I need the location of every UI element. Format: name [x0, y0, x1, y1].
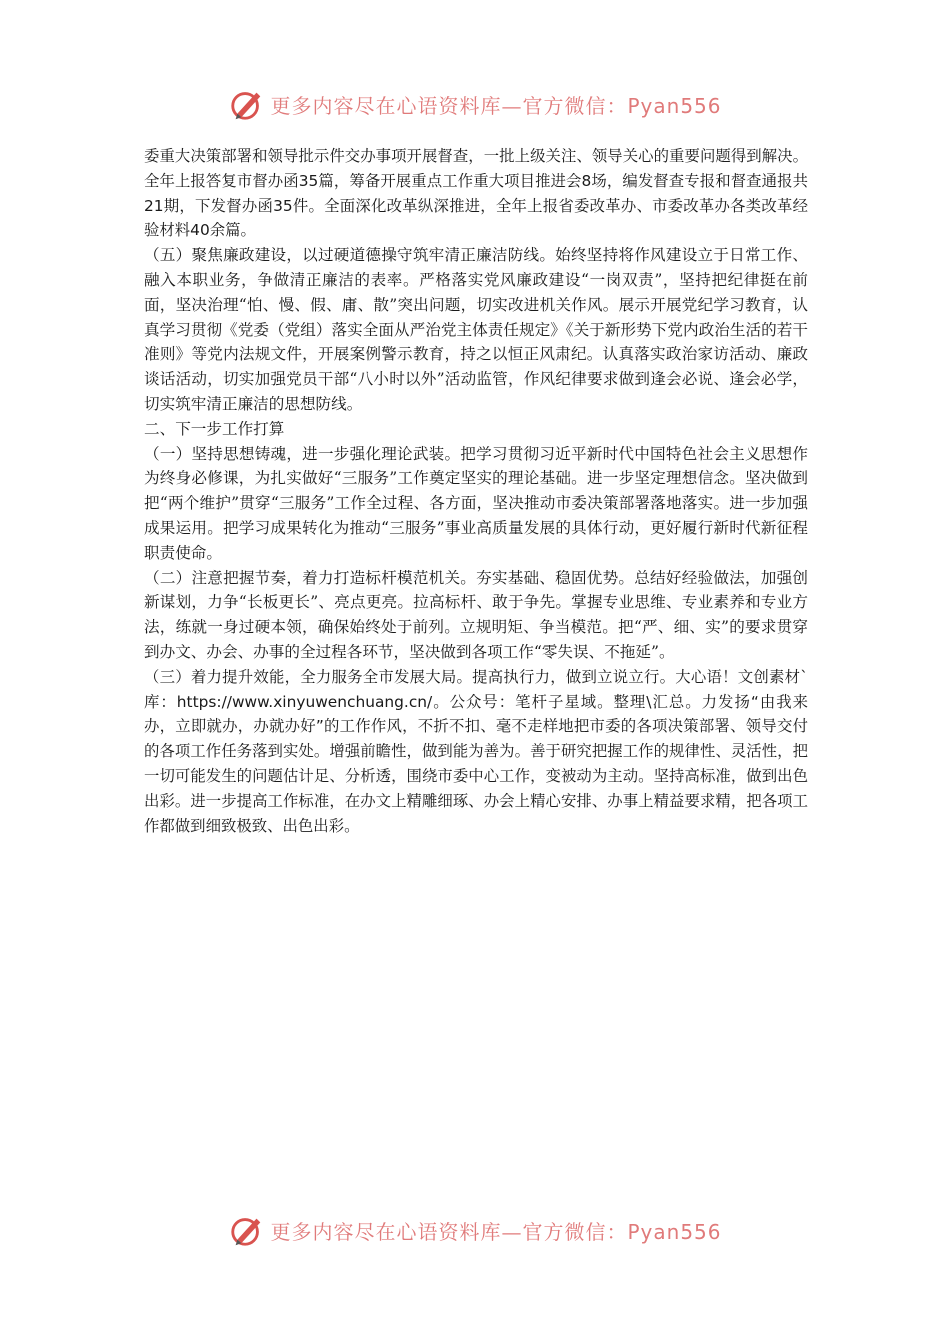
paragraph-2: （五）聚焦廉政建设，以过硬道德操守筑牢清正廉洁防线。始终坚持将作风建设立于日常工作、融入本职业务，争做清正廉洁的表率。严格落实党风廉政建设“一岗双责”，坚持把纪律挺在前面，坚决治理“怕、慢、假、庸、散”突出问题，切实改进机关作风。展示开展党纪学习教育，认真学习贯彻《党委（党组）落实全面从严治党主体责任规定》《关于新形势下党内政治生活的若干准则》等党内法规文件，开展案例警示教育，持之以恒正风肃纪。认真落实政治家访活动、廉政谈话活动，切实加强党员干部“八小时以外”活动监管，作风纪律要求做到逢会必说、逢会必学，切实筑牢清正廉洁的思想防线。: [144, 246, 808, 413]
header-banner: [0, 82, 950, 126]
footer-banner-text: 更多内容尽在心语资料库—官方微信：: [270, 1219, 628, 1244]
footer-banner: [0, 1208, 950, 1252]
paragraph-1: 委重大决策部署和领导批示件交办事项开展督查，一批上级关注、领导关心的重要问题得到解决。全年上报答复市督办函35篇，筹备开展重点工作重大项目推进会8场，编发督查专报和督查通报共21期，下发督办函35件。全面深化改革纵深推进，全年上报省委改革办、市委改革办各类改革经验材料40余篇。: [144, 147, 808, 240]
document-body: [144, 144, 808, 838]
pen-logo-icon: [228, 85, 266, 123]
paragraph-5: （三）着力提升效能，全力服务全市发展大局。提高执行力，做到立说立行。大心语！文创素材`库：https://www.xinyuwenchuang.cn/。公众号：笔杆子星域。整理\汇总。力发扬“由我来办，立即就办，办就办好”的工作作风，不折不扣、毫不走样地把市委的各项决策部署、领导交付的各项工作任务落到实处。增强前瞻性，做到能为善为。善于研究把握工作的规律性、灵活性，把一切可能发生的问题估计足、分析透，围绕市委中心工作，变被动为主动。坚持高标准，做到出色出彩。进一步提高工作标准，在办文上精雕细琢、办会上精心安排、办事上精益要求精，把各项工作都做到细致极致、出色出彩。: [144, 667, 808, 835]
header-banner-text: 更多内容尽在心语资料库—官方微信：: [270, 93, 628, 118]
header-wechat-id: Pyan556: [627, 93, 722, 118]
section-heading: 二、下一步工作打算: [144, 419, 285, 438]
footer-wechat-id: Pyan556: [627, 1219, 722, 1244]
pen-logo-icon: [228, 1211, 266, 1249]
paragraph-4: （二）注意把握节奏，着力打造标杆模范机关。夯实基础、稳固优势。总结好经验做法，加强创新谋划，力争“长板更长”、亮点更亮。拉高标杆、敢于争先。掌握专业思维、专业素养和专业方法，练就一身过硬本领，确保始终处于前列。立规明矩、争当模范。把“严、细、实”的要求贯穿到办文、办会、办事的全过程各环节，坚决做到各项工作“零失误、不拖延”。: [144, 568, 808, 661]
paragraph-3: （一）坚持思想铸魂，进一步强化理论武装。把学习贯彻习近平新时代中国特色社会主义思想作为终身必修课，为扎实做好“三服务”工作奠定坚实的理论基础。进一步坚定理想信念。坚决做到把“两个维护”贯穿“三服务”工作全过程、各方面，坚决推动市委决策部署落地落实。进一步加强成果运用。把学习成果转化为推动“三服务”事业高质量发展的具体行动，更好履行新时代新征程职责使命。: [144, 444, 808, 562]
